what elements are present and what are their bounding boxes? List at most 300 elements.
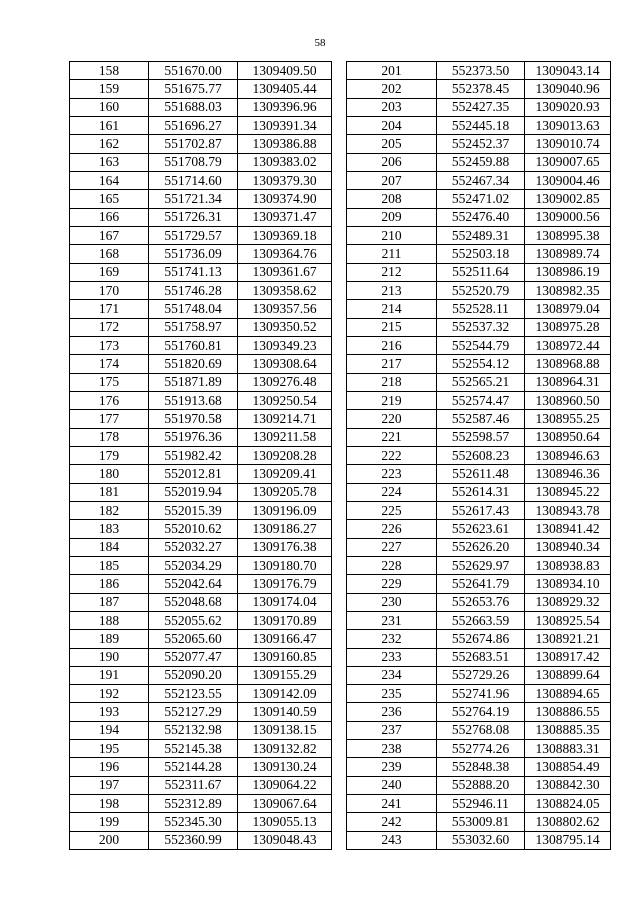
table-row bbox=[347, 501, 611, 519]
table-row bbox=[347, 336, 611, 354]
table-row bbox=[347, 318, 611, 336]
table-row bbox=[70, 776, 332, 794]
point-number-cell: 170 bbox=[70, 281, 149, 299]
y-coordinate-cell: 1309140.59 bbox=[238, 703, 332, 721]
point-number-cell: 214 bbox=[347, 300, 437, 318]
y-coordinate-cell: 1309276.48 bbox=[238, 373, 332, 391]
point-number-cell: 193 bbox=[70, 703, 149, 721]
point-number-cell: 233 bbox=[347, 648, 437, 666]
x-coordinate-cell: 552471.02 bbox=[437, 190, 525, 208]
x-coordinate-cell: 552489.31 bbox=[437, 226, 525, 244]
point-number-cell: 177 bbox=[70, 410, 149, 428]
coordinates-table-left bbox=[69, 61, 332, 850]
table-row bbox=[70, 135, 332, 153]
y-coordinate-cell: 1308938.83 bbox=[525, 556, 611, 574]
point-number-cell: 236 bbox=[347, 703, 437, 721]
point-number-cell: 164 bbox=[70, 171, 149, 189]
x-coordinate-cell: 552010.62 bbox=[149, 520, 238, 538]
x-coordinate-cell: 552312.89 bbox=[149, 795, 238, 813]
y-coordinate-cell: 1309379.30 bbox=[238, 171, 332, 189]
y-coordinate-cell: 1308885.35 bbox=[525, 721, 611, 739]
x-coordinate-cell: 552034.29 bbox=[149, 556, 238, 574]
table-row bbox=[347, 98, 611, 116]
table-row bbox=[70, 410, 332, 428]
y-coordinate-cell: 1308886.55 bbox=[525, 703, 611, 721]
point-number-cell: 197 bbox=[70, 776, 149, 794]
table-row bbox=[347, 703, 611, 721]
table-row bbox=[70, 501, 332, 519]
table-row bbox=[347, 520, 611, 538]
x-coordinate-cell: 552598.57 bbox=[437, 428, 525, 446]
y-coordinate-cell: 1308982.35 bbox=[525, 281, 611, 299]
table-row bbox=[70, 373, 332, 391]
x-coordinate-cell: 552378.45 bbox=[437, 80, 525, 98]
x-coordinate-cell: 551820.69 bbox=[149, 355, 238, 373]
table-row bbox=[347, 373, 611, 391]
x-coordinate-cell: 551758.97 bbox=[149, 318, 238, 336]
point-number-cell: 202 bbox=[347, 80, 437, 98]
y-coordinate-cell: 1309350.52 bbox=[238, 318, 332, 336]
table-row bbox=[347, 171, 611, 189]
table-row bbox=[347, 740, 611, 758]
y-coordinate-cell: 1308943.78 bbox=[525, 501, 611, 519]
point-number-cell: 221 bbox=[347, 428, 437, 446]
x-coordinate-cell: 552663.59 bbox=[437, 611, 525, 629]
table-row bbox=[347, 355, 611, 373]
table-row bbox=[70, 355, 332, 373]
table-row bbox=[347, 190, 611, 208]
x-coordinate-cell: 552764.19 bbox=[437, 703, 525, 721]
point-number-cell: 173 bbox=[70, 336, 149, 354]
x-coordinate-cell: 552503.18 bbox=[437, 245, 525, 263]
table-row bbox=[70, 648, 332, 666]
table-row bbox=[70, 758, 332, 776]
y-coordinate-cell: 1309010.74 bbox=[525, 135, 611, 153]
y-coordinate-cell: 1309358.62 bbox=[238, 281, 332, 299]
point-number-cell: 241 bbox=[347, 795, 437, 813]
table-row bbox=[70, 446, 332, 464]
y-coordinate-cell: 1308894.65 bbox=[525, 685, 611, 703]
table-row bbox=[70, 575, 332, 593]
table-row bbox=[70, 538, 332, 556]
x-coordinate-cell: 552641.79 bbox=[437, 575, 525, 593]
y-coordinate-cell: 1309396.96 bbox=[238, 98, 332, 116]
point-number-cell: 163 bbox=[70, 153, 149, 171]
x-coordinate-cell: 551714.60 bbox=[149, 171, 238, 189]
table-row bbox=[70, 703, 332, 721]
x-coordinate-cell: 552445.18 bbox=[437, 116, 525, 134]
x-coordinate-cell: 552360.99 bbox=[149, 831, 238, 849]
table-row bbox=[70, 300, 332, 318]
y-coordinate-cell: 1309196.09 bbox=[238, 501, 332, 519]
y-coordinate-cell: 1309369.18 bbox=[238, 226, 332, 244]
table-row bbox=[70, 465, 332, 483]
point-number-cell: 165 bbox=[70, 190, 149, 208]
y-coordinate-cell: 1309160.85 bbox=[238, 648, 332, 666]
y-coordinate-cell: 1309020.93 bbox=[525, 98, 611, 116]
y-coordinate-cell: 1309211.58 bbox=[238, 428, 332, 446]
x-coordinate-cell: 552055.62 bbox=[149, 611, 238, 629]
y-coordinate-cell: 1309405.44 bbox=[238, 80, 332, 98]
y-coordinate-cell: 1308995.38 bbox=[525, 226, 611, 244]
point-number-cell: 242 bbox=[347, 813, 437, 831]
y-coordinate-cell: 1309180.70 bbox=[238, 556, 332, 574]
y-coordinate-cell: 1308945.22 bbox=[525, 483, 611, 501]
y-coordinate-cell: 1308946.36 bbox=[525, 465, 611, 483]
y-coordinate-cell: 1309048.43 bbox=[238, 831, 332, 849]
y-coordinate-cell: 1309357.56 bbox=[238, 300, 332, 318]
x-coordinate-cell: 552574.47 bbox=[437, 391, 525, 409]
x-coordinate-cell: 552623.61 bbox=[437, 520, 525, 538]
point-number-cell: 199 bbox=[70, 813, 149, 831]
point-number-cell: 243 bbox=[347, 831, 437, 849]
x-coordinate-cell: 552459.88 bbox=[437, 153, 525, 171]
x-coordinate-cell: 552629.97 bbox=[437, 556, 525, 574]
x-coordinate-cell: 552090.20 bbox=[149, 666, 238, 684]
point-number-cell: 183 bbox=[70, 520, 149, 538]
y-coordinate-cell: 1309386.88 bbox=[238, 135, 332, 153]
x-coordinate-cell: 552019.94 bbox=[149, 483, 238, 501]
x-coordinate-cell: 551721.34 bbox=[149, 190, 238, 208]
point-number-cell: 194 bbox=[70, 721, 149, 739]
y-coordinate-cell: 1309391.34 bbox=[238, 116, 332, 134]
point-number-cell: 181 bbox=[70, 483, 149, 501]
point-number-cell: 180 bbox=[70, 465, 149, 483]
y-coordinate-cell: 1309209.41 bbox=[238, 465, 332, 483]
point-number-cell: 208 bbox=[347, 190, 437, 208]
x-coordinate-cell: 551670.00 bbox=[149, 62, 238, 80]
y-coordinate-cell: 1309004.46 bbox=[525, 171, 611, 189]
y-coordinate-cell: 1309374.90 bbox=[238, 190, 332, 208]
x-coordinate-cell: 552065.60 bbox=[149, 630, 238, 648]
y-coordinate-cell: 1308972.44 bbox=[525, 336, 611, 354]
x-coordinate-cell: 551688.03 bbox=[149, 98, 238, 116]
x-coordinate-cell: 551726.31 bbox=[149, 208, 238, 226]
table-row bbox=[70, 263, 332, 281]
table-row bbox=[70, 208, 332, 226]
point-number-cell: 178 bbox=[70, 428, 149, 446]
x-coordinate-cell: 551696.27 bbox=[149, 116, 238, 134]
y-coordinate-cell: 1309364.76 bbox=[238, 245, 332, 263]
table-row bbox=[347, 593, 611, 611]
table-row bbox=[70, 795, 332, 813]
point-number-cell: 226 bbox=[347, 520, 437, 538]
point-number-cell: 159 bbox=[70, 80, 149, 98]
x-coordinate-cell: 552768.08 bbox=[437, 721, 525, 739]
table-row bbox=[347, 410, 611, 428]
y-coordinate-cell: 1308946.63 bbox=[525, 446, 611, 464]
y-coordinate-cell: 1309067.64 bbox=[238, 795, 332, 813]
table-row bbox=[347, 776, 611, 794]
point-number-cell: 191 bbox=[70, 666, 149, 684]
table-row bbox=[347, 630, 611, 648]
x-coordinate-cell: 551729.57 bbox=[149, 226, 238, 244]
x-coordinate-cell: 552537.32 bbox=[437, 318, 525, 336]
point-number-cell: 189 bbox=[70, 630, 149, 648]
y-coordinate-cell: 1309371.47 bbox=[238, 208, 332, 226]
point-number-cell: 167 bbox=[70, 226, 149, 244]
y-coordinate-cell: 1309002.85 bbox=[525, 190, 611, 208]
y-coordinate-cell: 1308934.10 bbox=[525, 575, 611, 593]
table-row bbox=[70, 611, 332, 629]
x-coordinate-cell: 552741.96 bbox=[437, 685, 525, 703]
y-coordinate-cell: 1308883.31 bbox=[525, 740, 611, 758]
x-coordinate-cell: 552048.68 bbox=[149, 593, 238, 611]
table-row bbox=[347, 721, 611, 739]
table-row bbox=[70, 593, 332, 611]
y-coordinate-cell: 1308824.05 bbox=[525, 795, 611, 813]
table-row bbox=[347, 116, 611, 134]
y-coordinate-cell: 1309055.13 bbox=[238, 813, 332, 831]
y-coordinate-cell: 1308854.49 bbox=[525, 758, 611, 776]
y-coordinate-cell: 1309040.96 bbox=[525, 80, 611, 98]
x-coordinate-cell: 552587.46 bbox=[437, 410, 525, 428]
y-coordinate-cell: 1308975.28 bbox=[525, 318, 611, 336]
x-coordinate-cell: 552520.79 bbox=[437, 281, 525, 299]
point-number-cell: 198 bbox=[70, 795, 149, 813]
point-number-cell: 186 bbox=[70, 575, 149, 593]
x-coordinate-cell: 552373.50 bbox=[437, 62, 525, 80]
y-coordinate-cell: 1308964.31 bbox=[525, 373, 611, 391]
table-row bbox=[347, 391, 611, 409]
y-coordinate-cell: 1309142.09 bbox=[238, 685, 332, 703]
x-coordinate-cell: 552476.40 bbox=[437, 208, 525, 226]
x-coordinate-cell: 551748.04 bbox=[149, 300, 238, 318]
point-number-cell: 222 bbox=[347, 446, 437, 464]
y-coordinate-cell: 1309176.79 bbox=[238, 575, 332, 593]
point-number-cell: 187 bbox=[70, 593, 149, 611]
point-number-cell: 188 bbox=[70, 611, 149, 629]
point-number-cell: 184 bbox=[70, 538, 149, 556]
point-number-cell: 229 bbox=[347, 575, 437, 593]
table-row bbox=[70, 666, 332, 684]
point-number-cell: 227 bbox=[347, 538, 437, 556]
point-number-cell: 204 bbox=[347, 116, 437, 134]
x-coordinate-cell: 552653.76 bbox=[437, 593, 525, 611]
table-row bbox=[347, 556, 611, 574]
y-coordinate-cell: 1309166.47 bbox=[238, 630, 332, 648]
x-coordinate-cell: 551976.36 bbox=[149, 428, 238, 446]
y-coordinate-cell: 1308899.64 bbox=[525, 666, 611, 684]
y-coordinate-cell: 1308968.88 bbox=[525, 355, 611, 373]
x-coordinate-cell: 552888.20 bbox=[437, 776, 525, 794]
point-number-cell: 175 bbox=[70, 373, 149, 391]
y-coordinate-cell: 1309170.89 bbox=[238, 611, 332, 629]
page-number: 58 bbox=[314, 37, 326, 49]
point-number-cell: 237 bbox=[347, 721, 437, 739]
table-row bbox=[347, 62, 611, 80]
y-coordinate-cell: 1308921.21 bbox=[525, 630, 611, 648]
point-number-cell: 231 bbox=[347, 611, 437, 629]
table-row bbox=[70, 245, 332, 263]
point-number-cell: 190 bbox=[70, 648, 149, 666]
y-coordinate-cell: 1309176.38 bbox=[238, 538, 332, 556]
point-number-cell: 209 bbox=[347, 208, 437, 226]
x-coordinate-cell: 552311.67 bbox=[149, 776, 238, 794]
point-number-cell: 196 bbox=[70, 758, 149, 776]
table-row bbox=[70, 630, 332, 648]
y-coordinate-cell: 1309361.67 bbox=[238, 263, 332, 281]
table-row bbox=[347, 263, 611, 281]
x-coordinate-cell: 552345.30 bbox=[149, 813, 238, 831]
point-number-cell: 224 bbox=[347, 483, 437, 501]
table-row bbox=[347, 428, 611, 446]
point-number-cell: 216 bbox=[347, 336, 437, 354]
table-row bbox=[347, 795, 611, 813]
x-coordinate-cell: 552683.51 bbox=[437, 648, 525, 666]
point-number-cell: 235 bbox=[347, 685, 437, 703]
y-coordinate-cell: 1309000.56 bbox=[525, 208, 611, 226]
table-row bbox=[70, 721, 332, 739]
table-row bbox=[347, 245, 611, 263]
point-number-cell: 179 bbox=[70, 446, 149, 464]
x-coordinate-cell: 552554.12 bbox=[437, 355, 525, 373]
point-number-cell: 232 bbox=[347, 630, 437, 648]
point-number-cell: 205 bbox=[347, 135, 437, 153]
table-row bbox=[347, 648, 611, 666]
table-row bbox=[347, 611, 611, 629]
x-coordinate-cell: 551982.42 bbox=[149, 446, 238, 464]
y-coordinate-cell: 1308917.42 bbox=[525, 648, 611, 666]
x-coordinate-cell: 551760.81 bbox=[149, 336, 238, 354]
table-row bbox=[347, 465, 611, 483]
point-number-cell: 230 bbox=[347, 593, 437, 611]
y-coordinate-cell: 1309174.04 bbox=[238, 593, 332, 611]
point-number-cell: 240 bbox=[347, 776, 437, 794]
x-coordinate-cell: 552528.11 bbox=[437, 300, 525, 318]
point-number-cell: 206 bbox=[347, 153, 437, 171]
y-coordinate-cell: 1309214.71 bbox=[238, 410, 332, 428]
x-coordinate-cell: 551708.79 bbox=[149, 153, 238, 171]
table-row bbox=[70, 98, 332, 116]
x-coordinate-cell: 552511.64 bbox=[437, 263, 525, 281]
x-coordinate-cell: 552626.20 bbox=[437, 538, 525, 556]
table-row bbox=[347, 813, 611, 831]
point-number-cell: 218 bbox=[347, 373, 437, 391]
x-coordinate-cell: 552144.28 bbox=[149, 758, 238, 776]
table-row bbox=[347, 758, 611, 776]
point-number-cell: 192 bbox=[70, 685, 149, 703]
point-number-cell: 158 bbox=[70, 62, 149, 80]
table-row bbox=[347, 135, 611, 153]
table-row bbox=[70, 336, 332, 354]
point-number-cell: 176 bbox=[70, 391, 149, 409]
table-row bbox=[70, 740, 332, 758]
y-coordinate-cell: 1308842.30 bbox=[525, 776, 611, 794]
table-row bbox=[70, 171, 332, 189]
x-coordinate-cell: 552015.39 bbox=[149, 501, 238, 519]
point-number-cell: 215 bbox=[347, 318, 437, 336]
x-coordinate-cell: 551702.87 bbox=[149, 135, 238, 153]
y-coordinate-cell: 1308986.19 bbox=[525, 263, 611, 281]
y-coordinate-cell: 1308950.64 bbox=[525, 428, 611, 446]
y-coordinate-cell: 1309383.02 bbox=[238, 153, 332, 171]
y-coordinate-cell: 1309064.22 bbox=[238, 776, 332, 794]
point-number-cell: 168 bbox=[70, 245, 149, 263]
point-number-cell: 174 bbox=[70, 355, 149, 373]
table-row bbox=[347, 300, 611, 318]
table-row bbox=[70, 813, 332, 831]
table-row bbox=[347, 281, 611, 299]
y-coordinate-cell: 1309130.24 bbox=[238, 758, 332, 776]
x-coordinate-cell: 552608.23 bbox=[437, 446, 525, 464]
table-row bbox=[347, 666, 611, 684]
point-number-cell: 212 bbox=[347, 263, 437, 281]
y-coordinate-cell: 1309186.27 bbox=[238, 520, 332, 538]
table-row bbox=[347, 208, 611, 226]
table-row bbox=[70, 190, 332, 208]
x-coordinate-cell: 552565.21 bbox=[437, 373, 525, 391]
point-number-cell: 161 bbox=[70, 116, 149, 134]
x-coordinate-cell: 552674.86 bbox=[437, 630, 525, 648]
y-coordinate-cell: 1308925.54 bbox=[525, 611, 611, 629]
table-row bbox=[70, 428, 332, 446]
point-number-cell: 211 bbox=[347, 245, 437, 263]
y-coordinate-cell: 1309043.14 bbox=[525, 62, 611, 80]
x-coordinate-cell: 551913.68 bbox=[149, 391, 238, 409]
x-coordinate-cell: 553009.81 bbox=[437, 813, 525, 831]
point-number-cell: 201 bbox=[347, 62, 437, 80]
x-coordinate-cell: 552544.79 bbox=[437, 336, 525, 354]
y-coordinate-cell: 1309205.78 bbox=[238, 483, 332, 501]
y-coordinate-cell: 1309013.63 bbox=[525, 116, 611, 134]
table-row bbox=[347, 538, 611, 556]
table-row bbox=[70, 62, 332, 80]
coordinates-table-right bbox=[346, 61, 611, 850]
x-coordinate-cell: 552127.29 bbox=[149, 703, 238, 721]
x-coordinate-cell: 552042.64 bbox=[149, 575, 238, 593]
y-coordinate-cell: 1309132.82 bbox=[238, 740, 332, 758]
y-coordinate-cell: 1308929.32 bbox=[525, 593, 611, 611]
x-coordinate-cell: 552012.81 bbox=[149, 465, 238, 483]
x-coordinate-cell: 551675.77 bbox=[149, 80, 238, 98]
point-number-cell: 239 bbox=[347, 758, 437, 776]
y-coordinate-cell: 1309250.54 bbox=[238, 391, 332, 409]
point-number-cell: 225 bbox=[347, 501, 437, 519]
y-coordinate-cell: 1309409.50 bbox=[238, 62, 332, 80]
x-coordinate-cell: 552032.27 bbox=[149, 538, 238, 556]
y-coordinate-cell: 1308979.04 bbox=[525, 300, 611, 318]
point-number-cell: 220 bbox=[347, 410, 437, 428]
point-number-cell: 200 bbox=[70, 831, 149, 849]
point-number-cell: 223 bbox=[347, 465, 437, 483]
point-number-cell: 203 bbox=[347, 98, 437, 116]
point-number-cell: 213 bbox=[347, 281, 437, 299]
y-coordinate-cell: 1308802.62 bbox=[525, 813, 611, 831]
table-row bbox=[347, 483, 611, 501]
point-number-cell: 238 bbox=[347, 740, 437, 758]
table-row bbox=[70, 556, 332, 574]
x-coordinate-cell: 551871.89 bbox=[149, 373, 238, 391]
table-row bbox=[347, 685, 611, 703]
table-row bbox=[347, 446, 611, 464]
y-coordinate-cell: 1308795.14 bbox=[525, 831, 611, 849]
point-number-cell: 217 bbox=[347, 355, 437, 373]
point-number-cell: 234 bbox=[347, 666, 437, 684]
table-row bbox=[70, 226, 332, 244]
x-coordinate-cell: 551746.28 bbox=[149, 281, 238, 299]
y-coordinate-cell: 1309007.65 bbox=[525, 153, 611, 171]
point-number-cell: 219 bbox=[347, 391, 437, 409]
point-number-cell: 210 bbox=[347, 226, 437, 244]
point-number-cell: 162 bbox=[70, 135, 149, 153]
y-coordinate-cell: 1309155.29 bbox=[238, 666, 332, 684]
point-number-cell: 185 bbox=[70, 556, 149, 574]
x-coordinate-cell: 552774.26 bbox=[437, 740, 525, 758]
x-coordinate-cell: 551970.58 bbox=[149, 410, 238, 428]
table-row bbox=[347, 153, 611, 171]
table-row bbox=[70, 318, 332, 336]
